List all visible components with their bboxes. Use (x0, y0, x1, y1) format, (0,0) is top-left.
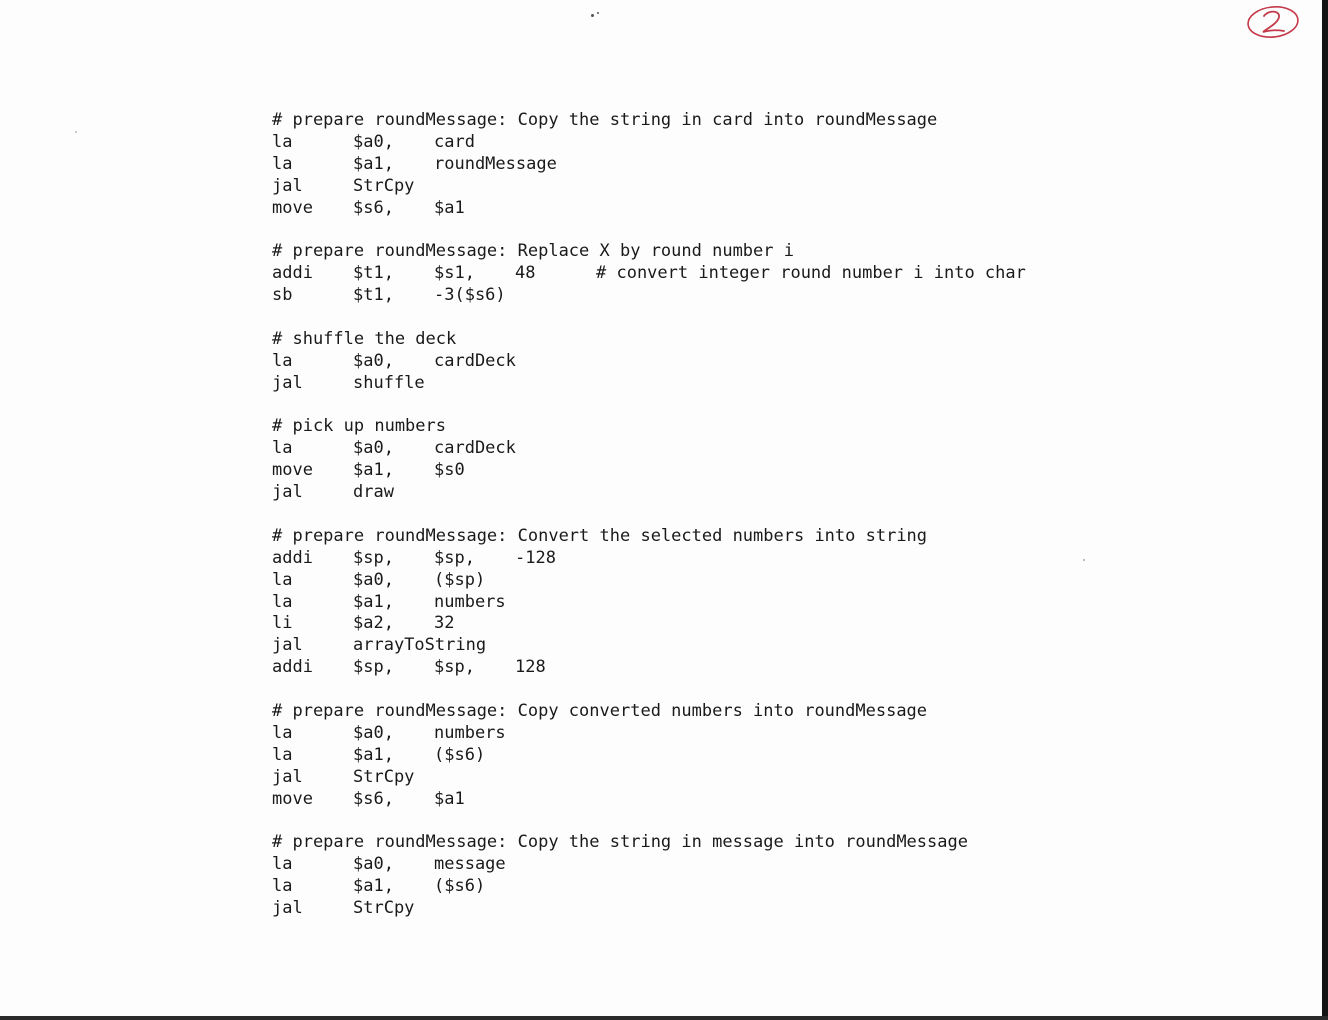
instruction: jal (272, 372, 303, 393)
operand-2: cardDeck (434, 438, 516, 459)
operand-2: $s0 (434, 460, 465, 481)
operand-1: $a1, (353, 591, 394, 612)
operand-2: -3($s6) (434, 285, 506, 306)
operand-2: $s1, (434, 263, 475, 284)
instruction: la (272, 722, 293, 743)
operand-2: ($s6) (434, 876, 486, 897)
instruction: la (272, 744, 293, 765)
operand-2 (434, 373, 515, 395)
operand-2 (434, 482, 515, 504)
code-line (272, 613, 1026, 635)
operand-1: $t1, (353, 263, 394, 284)
scan-speck (75, 131, 77, 133)
code-line (272, 657, 1026, 679)
operand-1: $s6, (353, 197, 394, 218)
operand-3 (515, 570, 596, 592)
instruction: addi (272, 547, 313, 568)
instruction: jal (272, 482, 303, 503)
operand-2: $sp, (434, 547, 475, 568)
code-line (272, 635, 1026, 657)
operand-2: roundMessage (434, 153, 557, 174)
operand-2 (434, 635, 515, 657)
operand-1: $a1, (353, 153, 394, 174)
instruction: jal (272, 766, 303, 787)
operand-1: StrCpy (353, 898, 415, 919)
code-comment: # prepare roundMessage: Copy the string in message into roundMessage (272, 832, 968, 853)
operand-3: 128 (515, 657, 546, 678)
operand-2: $sp, (434, 657, 475, 678)
operand-1: StrCpy (353, 766, 415, 787)
code-block (272, 416, 1026, 504)
operand-3: -128 (515, 547, 556, 568)
operand-2 (434, 176, 515, 198)
code-block (272, 832, 1026, 920)
operand-2: ($s6) (434, 744, 486, 765)
instruction: la (272, 569, 293, 590)
operand-2: message (434, 854, 506, 875)
inline-comment: # convert integer round number i into char (596, 263, 1026, 284)
scan-border-right (1322, 0, 1328, 1020)
code-line (272, 723, 1026, 745)
instruction: move (272, 788, 313, 809)
operand-3 (515, 438, 596, 460)
code-line (272, 373, 1026, 395)
code-comment: # pick up numbers (272, 416, 446, 437)
code-line (272, 263, 1026, 285)
operand-3 (515, 854, 596, 876)
instruction: li (272, 613, 293, 634)
operand-3 (515, 635, 596, 657)
page-number-annotation (1246, 4, 1300, 40)
operand-3 (515, 373, 596, 395)
operand-3 (515, 482, 596, 504)
operand-3 (515, 132, 596, 154)
code-line (272, 351, 1026, 373)
operand-3 (515, 876, 596, 898)
instruction: addi (272, 657, 313, 678)
operand-2: 32 (434, 613, 455, 634)
instruction: la (272, 854, 293, 875)
code-comment: # prepare roundMessage: Copy the string in card into roundMessage (272, 110, 938, 130)
operand-3 (515, 592, 596, 614)
page-number-text (1246, 40, 1247, 41)
code-block (272, 526, 1026, 679)
operand-1: $a2, (353, 613, 394, 634)
scan-speck (1083, 559, 1085, 561)
code-line (272, 438, 1026, 460)
instruction: la (272, 350, 293, 371)
instruction: move (272, 197, 313, 218)
code-block (272, 110, 1026, 219)
code-line (272, 176, 1026, 198)
code-line (272, 592, 1026, 614)
operand-3 (515, 351, 596, 373)
operand-1: $a0, (353, 569, 394, 590)
operand-1: $sp, (353, 657, 394, 678)
operand-1: draw (353, 482, 394, 503)
operand-3 (515, 285, 596, 307)
operand-1: $t1, (353, 285, 394, 306)
instruction: jal (272, 898, 303, 919)
operand-3 (515, 898, 596, 920)
instruction: addi (272, 263, 313, 284)
operand-1: shuffle (353, 372, 425, 393)
operand-2: ($sp) (434, 569, 486, 590)
operand-3: 48 (515, 263, 536, 284)
operand-1: $a0, (353, 854, 394, 875)
code-line (272, 767, 1026, 789)
operand-1: StrCpy (353, 175, 415, 196)
operand-1: $a1, (353, 876, 394, 897)
scan-speck (597, 12, 599, 14)
operand-1: $a0, (353, 438, 394, 459)
operand-2 (434, 898, 515, 920)
operand-1: $a1, (353, 744, 394, 765)
instruction: la (272, 153, 293, 174)
operand-3 (515, 154, 596, 176)
operand-2: $a1 (434, 197, 465, 218)
operand-2: numbers (434, 591, 506, 612)
code-line (272, 482, 1026, 504)
operand-3 (515, 767, 596, 789)
operand-3 (515, 176, 596, 198)
operand-3 (515, 198, 596, 220)
operand-3 (515, 789, 596, 811)
code-line (272, 198, 1026, 220)
code-line (272, 154, 1026, 176)
code-block (272, 701, 1026, 810)
operand-2: $a1 (434, 788, 465, 809)
operand-1: $a0, (353, 350, 394, 371)
code-line (272, 854, 1026, 876)
instruction: la (272, 131, 293, 152)
instruction: jal (272, 175, 303, 196)
code-line (272, 548, 1026, 570)
scan-speck (591, 14, 594, 17)
operand-1: $a0, (353, 131, 394, 152)
code-block (272, 329, 1026, 395)
operand-2 (434, 767, 515, 789)
code-line (272, 745, 1026, 767)
assembly-code-listing (272, 110, 1026, 942)
instruction: sb (272, 285, 293, 306)
operand-3 (515, 460, 596, 482)
code-line (272, 876, 1026, 898)
code-line (272, 460, 1026, 482)
code-line (272, 285, 1026, 307)
code-comment: # prepare roundMessage: Convert the selected numbers into string (272, 525, 928, 546)
code-line (272, 570, 1026, 592)
operand-3 (515, 723, 596, 745)
operand-3 (515, 613, 596, 635)
scan-border-bottom (0, 1016, 1328, 1020)
code-line (272, 789, 1026, 811)
operand-1: $sp, (353, 547, 394, 568)
operand-2: card (434, 131, 475, 152)
instruction: la (272, 876, 293, 897)
code-block (272, 241, 1026, 307)
operand-2: numbers (434, 722, 506, 743)
instruction: move (272, 460, 313, 481)
operand-1: $s6, (353, 788, 394, 809)
code-line (272, 898, 1026, 920)
code-comment: # prepare roundMessage: Replace X by round number i (272, 241, 794, 262)
code-comment: # shuffle the deck (272, 328, 457, 349)
operand-2: cardDeck (434, 350, 516, 371)
handwritten-circle-icon (1246, 4, 1300, 40)
operand-1: $a1, (353, 460, 394, 481)
instruction: la (272, 591, 293, 612)
instruction: la (272, 438, 293, 459)
code-comment: # prepare roundMessage: Copy converted numbers into roundMessage (272, 701, 928, 722)
operand-1: $a0, (353, 722, 394, 743)
instruction: jal (272, 635, 303, 656)
operand-1: arrayToString (353, 635, 487, 656)
operand-3 (515, 745, 596, 767)
code-line (272, 132, 1026, 154)
